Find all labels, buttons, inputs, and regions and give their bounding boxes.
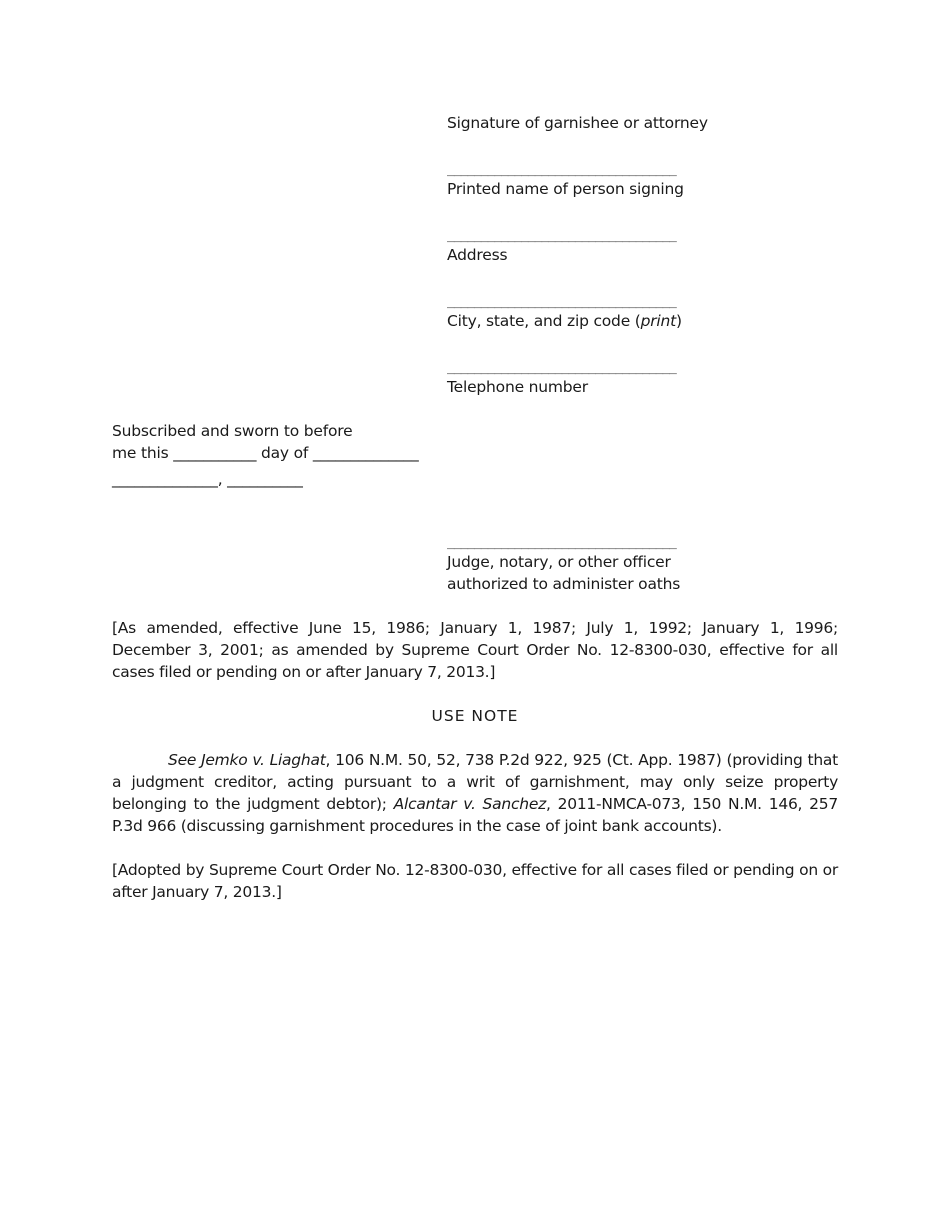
jurat-year-blank[interactable]: __________ [227,470,303,488]
printed-name-field [447,162,787,200]
city-state-zip-field [447,294,787,332]
see-signal: See [168,751,197,769]
use-note-text-1: , 106 N.M. 50, 52, 738 P.2d 922, 925 (Ct. App. 1987) (providing that a judgment creditor, acting pursuant to a writ of garnishment, may only seize property belonging to the judgment debtor); [112,751,838,813]
jurat-comma: , [217,470,228,488]
address-line[interactable]: __________________________________ [447,228,676,243]
jurat-me-this: me this [112,444,174,462]
city-label-italic: print [640,312,677,330]
jurat-line-2 [112,442,492,464]
signature-block [447,112,787,134]
telephone-field [447,360,787,398]
printed-name-label: Printed name of person signing [447,180,684,198]
telephone-line[interactable]: __________________________________ [447,360,676,375]
officer-block [447,535,787,595]
use-note-text-2: , 2011-NMCA-073, 150 N.M. 146, 257 P.3d 966 (discussing garnishment procedures in the case of joint bank accounts). [112,795,838,835]
city-label-suffix: ) [676,312,682,330]
amendment-note: [As amended, effective June 15, 1986; January 1, 1987; July 1, 1992; January 1, 1996; December 3, 2001; as amended by Supreme Court Order No. 12-8300-030, effective for all cases filed or pending on or after January 7, 2013.] [112,619,838,681]
telephone-label: Telephone number [447,378,588,396]
jurat-line-1: Subscribed and sworn to before [112,422,353,440]
jurat-day-blank[interactable]: ___________ [173,444,257,462]
use-note-body [112,749,838,837]
officer-label-line-2: authorized to administer oaths [447,575,681,593]
city-label-prefix: City, state, and zip code ( [447,312,641,330]
jurat-date-blank[interactable]: ______________ [112,470,218,488]
city-state-zip-label [447,310,787,332]
jurat-day-of: day of [256,444,313,462]
case-citation-jemko: Jemko v. Liaghat [201,751,326,769]
city-state-zip-line[interactable]: __________________________________ [447,294,676,309]
address-label: Address [447,246,508,264]
use-note-heading: USE NOTE [431,707,519,725]
adoption-note: [Adopted by Supreme Court Order No. 12-8300-030, effective for all cases filed or pending on or after January 7, 2013.] [112,861,838,901]
printed-name-line[interactable]: __________________________________ [447,162,676,177]
case-citation-alcantar: Alcantar v. Sanchez [393,795,546,813]
officer-label-line-1: Judge, notary, or other officer [447,553,671,571]
jurat [112,420,492,490]
signature-label: Signature of garnishee or attorney [447,114,708,132]
jurat-month-blank[interactable]: ______________ [312,444,419,462]
officer-signature-line[interactable]: __________________________________ [447,535,676,550]
address-field [447,228,787,266]
jurat-line-3 [112,468,492,490]
